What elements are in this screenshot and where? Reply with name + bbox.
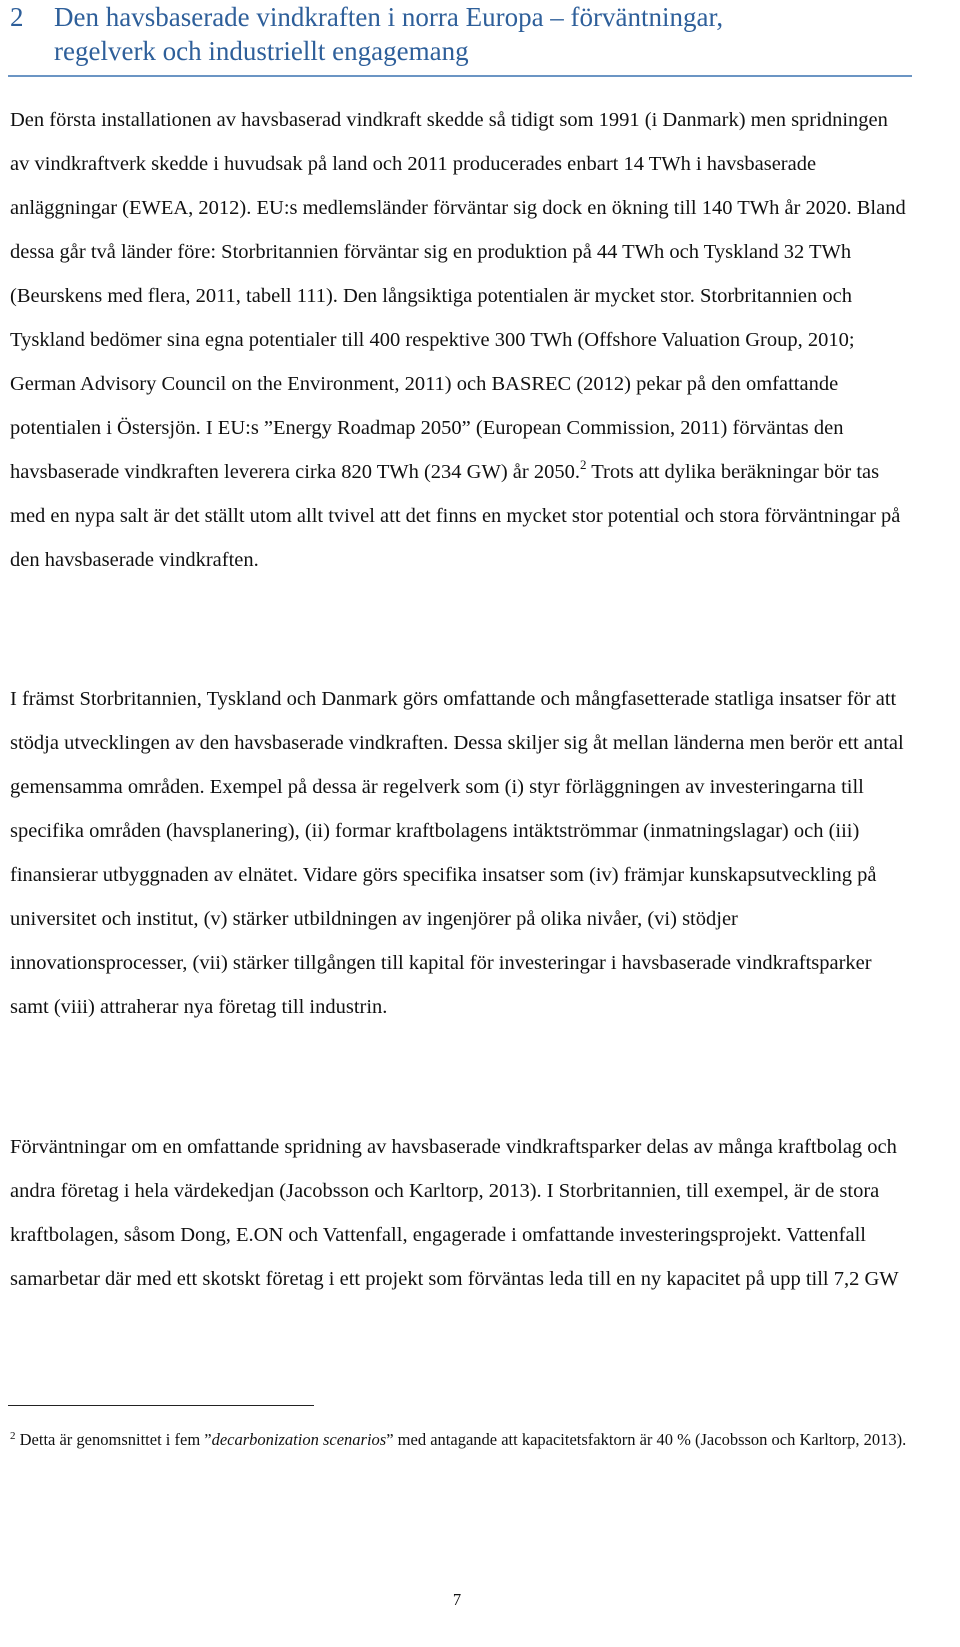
paragraph-intro-text-continued: Trots att dylika beräkningar bör tas med en nypa salt är det ställt utom allt tvivel att det finns en mycket stor potential och stora förväntningar på den havsbaserade vindkraften. xyxy=(10,461,901,571)
paragraph-intro-text: Den första installationen av havsbaserad vindkraft skedde så tidigt som 1991 (i Danmark) men spridningen av vindkraftverk skedde i huvudsak på land och 2011 producerades enbart 14 TWh i havsbaserade anläggningar (EWEA, 2012). EU:s medlemsländer förväntar sig dock en ökning till 140 TWh år 2020. Bland dessa går två länder före: Storbritannien förväntar sig en produktion på 44 TWh och Tyskland 32 TWh (Beurskens med flera, 2011, tabell 111). Den långsiktiga potentialen är mycket stor. Storbritannien och Tyskland bedömer sina egna potentialer till 400 respektive 300 TWh (Offshore Valuation Group, 2010; German Advisory Council on the Environment, 2011) och BASREC (2012) pekar på den omfattande potentialen i Östersjön. I EU:s ”Energy Roadmap 2050” (European Commission, 2011) förväntas den havsbaserade vindkraften leverera cirka 820 TWh (234 GW) år 2050. xyxy=(10,109,906,483)
paragraph-expectations: Förväntningar om en omfattande spridning av havsbaserade vindkraftsparker delas av många kraftbolag och andra företag i hela värdekedjan (Jacobsson och Karltorp, 2013). I Storbritannien, till exempel, är de stora kraftbolagen, såsom Dong, E.ON och Vattenfall, engagerade i omfattande investeringsprojekt. Vattenfall samarbetar där med ett skotskt företag i ett projekt som förväntas leda till en ny kapacitet på upp till 7,2 GW xyxy=(10,1136,899,1290)
heading-underline xyxy=(8,75,912,77)
footnote-reference[interactable]: 2 xyxy=(579,457,587,472)
footnote-number: 2 xyxy=(10,1430,16,1442)
section-title-line-2: regelverk och industriellt engagemang xyxy=(54,36,469,66)
paragraph-intro xyxy=(10,98,910,582)
section-heading xyxy=(10,0,910,68)
section-number: 2 xyxy=(10,2,24,32)
footnote xyxy=(10,1428,910,1452)
page-number: 7 xyxy=(452,1590,462,1609)
footnote-text-continued: ” med antagande att kapacitetsfaktorn är 40 % (Jacobsson och Karltorp, 2013). xyxy=(386,1430,907,1449)
footnote-italic-term: decarbonization scenarios xyxy=(211,1430,387,1449)
footnote-text: Detta är genomsnittet i fem ” xyxy=(15,1430,212,1449)
paragraph-state-support: I främst Storbritannien, Tyskland och Danmark görs omfattande och mångfasetterade statliga insatser för att stödja utvecklingen av den havsbaserade vindkraften. Dessa skiljer sig åt mellan länderna men berör ett antal gemensamma områden. Exempel på dessa är regelverk som (i) styr förläggningen av investeringarna till specifika områden (havsplanering), (ii) formar kraftbolagens intäktströmmar (inmatningslagar) och (iii) finansierar utbyggnaden av elnätet. Vidare görs specifika insatser som (iv) främjar kunskapsutveckling på universitet och institut, (v) stärker utbildningen av ingenjörer på olika nivåer, (vi) stödjer innovationsprocesser, (vii) stärker tillgången till kapital för investeringar i havsbaserade vindkraftsparker samt (viii) attraherar nya företag till industrin. xyxy=(10,688,904,1018)
footnote-separator xyxy=(8,1405,314,1406)
section-title-line-1: Den havsbaserade vindkraften i norra Europa – förväntningar, xyxy=(54,2,724,32)
